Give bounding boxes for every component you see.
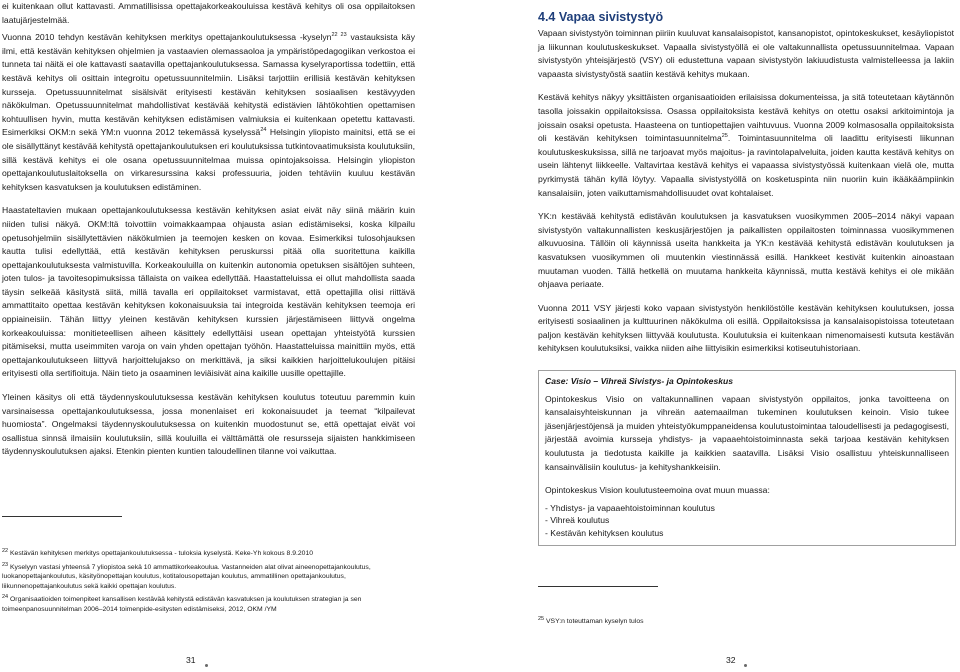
left-p1-part-a: Vuonna 2010 tehdyn kestävän kehityksen merkitys opettajankoulutuksessa -kyselyn (2, 32, 332, 43)
right-paragraph-1: Vapaan sivistystyön toiminnan piiriin kuuluvat kansalaisopistot, kansanopistot, opintokeskukset, kesäyliopistot ja liikunnan koulutuskeskukset. Vapaalla sivistystyöllä ei ole valtakunnallista opetussuunnitelmaa. Vapaan sivistystyön yhteisjärjestö (VSY) oli edustettuna vapaan sivistystyön lakiuudistusta valmistelleessa ja lakiin vapaasta sivistystyöstä saatiin kestävä kehitys mukaan. (538, 28, 954, 79)
section-heading: 4.4 Vapaa sivistystyö (538, 10, 664, 24)
left-p1-part-c: Helsingin yliopisto mainitsi, että se ei ole sisällyttänyt kestävää kehitystä opettajankoulutuksen eri koulutuksissa tutkintovaatimuksista koulutuksiin, sillä kestävä kehitys ei ole osana opetussuunnitelmaa muissa opintojaksoissa. Helsingin yliopiston opettajankoulutuslaitoksella on virkaresurssina kaksi professuuria, joiden tehtäviin kuuluu kestävän kehityksen kasvatuksen ja koulutuksen edistäminen. (2, 127, 416, 192)
footnote-25: $^{25}$ VSY:n toteuttaman kyselyn tulos (538, 616, 644, 625)
footnote-ref-22-23[interactable]: 22 23 (331, 32, 347, 39)
footnote-ref-24[interactable]: 24 (260, 127, 267, 134)
case-paragraph-1: Opintokeskus Visio on valtakunnallinen vapaan sivistystyön oppilaitos, jonka tavoitteena on kansalaisyhteiskunnan ja vihreän aatemaailman tukeminen koulutuksen keinoin. Visio tukee jäsenjärjestöjensä ja muiden yhteistyökumppaneidensa koulutustoimintaa taloudellisesti ja pedagogisesti, järjestää avoimia kursseja yhdistys- ja vapaaehtoistoiminnasta sekä tarjoaa kestävän kehityksen koulutusta ja tiedotusta kaikille ja kaikkien saatavilla. Lisäksi Visio osallistuu yhteiskunnalliseen kansainvälisiin koulutus- ja kehityshankkeisiin. (545, 393, 949, 472)
case-theme-list (545, 502, 949, 539)
page-number-right: 32 (726, 655, 736, 665)
page-dot-left (205, 664, 208, 667)
right-column (538, 10, 954, 546)
footnote-23: $^{23}$ Kyselyyn vastasi yhteensä 7 yliopistoa sekä 10 ammattikorkeakoulua. Vastanneiden alat olivat aineenopettajankoulutus, luokanopettajankoulutus, käsityönopettajan koulutus, kotitalousopettajan koulutus, ammatillinen opettajankoulutus, liikunnenopettajankoulutus sekä kaikki opettajan koulutus. (2, 561, 371, 590)
page-dot-right (744, 664, 747, 667)
left-top-fragment: ei kuitenkaan ollut kattavasti. Ammatillisissa opettajakorkeakouluissa kestävä kehitys oli osa oppilaitoksen laatujärjestelmää. (2, 1, 415, 25)
right-paragraph-3: YK:n kestävää kehitystä edistävän koulutuksen ja kasvatuksen vuosikymmen 2005–2014 näkyi vapaan sivistystyön valtakunnallisten keskusjärjestöjen ja paikallisten oppilaitosten toiminnassa vuosikymmenen alkuvuosina. Tällöin oli käynnissä useita hankkeita ja YK:n kestävää kehitystä edistävän koulutuksen ja kasvatuksen vuosikymmen oli muutenkin viestinnässä esillä. Hankkeet kestivät kuitenkin ainoastaan muutaman vuoden. Tällä hetkellä on muutama hankkeita käynnissä, mutta kestävä kehitys ei ole mikään ohjaava periaate. (538, 211, 954, 290)
left-paragraph-3: Yleinen käsitys oli että täydennyskoulutuksessa kestävän kehityksen koulutus toteutuu paremmin kuin varsinaisessa opettajankoulutuksessa, jossa monenlaiset eri kokonaisuudet ja teemat “kilpailevat huomiosta”. Ongelmaksi täydennyskoulutuksessa on kuitenkin muodostunut se, että opettajat eivät voi osallistua sinnsä ilmaisiin koulutuksiin, sillä kouluilla ei välttämättä ole resursseja sijaisten hankkimiseen täydennyskoulutuksen ajaksi. Etenkin pienten kuntien taloudellinen tilanne voi vaikuttaa. (2, 392, 415, 457)
left-paragraph-2: Haastateltavien mukaan opettajankoulutuksessa kestävän kehityksen asiat eivät näy siinä määrin kuin niiden tulisi näkyä. OKM:ltä toivottiin voimakkaampaa ohjausta asian edistämiseksi, koska kilpailu opetusohjelmiin sisällytettävien näkökulmien ja teemojen kesken on kovaa. Esimerkiksi tulosohjauksen kautta tulisi edellyttää, että kestävän kehityksen peruskurssi pitää olla suoritettuna kaikilla opettajankoulutuksesta valmistuvilla. Korkeakouluilla on kuitenkin autonomia opetuksen sisältöjen suhteen, joten tulos- ja tavoitesopimuksissa tällaista on vaikea edellyttää. Haastatteluissa ei ollut mahdollista saada täysin selkeää käsitystä siitä, millä tavalla eri oppilaitokset varmistavat, että opettajilla olisi riittävä ammattitaito opettaa kestävän kehityksen kokonaisuuksia tai integroida kestävän kehityksen teemoja eri oppiaineisiin. Tähän liittyy yleinen kestävän kehityksen kurssien järjestämiseen liittyvä ongelma korkeakouluissa: monitieteellisen aiheen käsittely edellyttäisi usean opettajan yhteistyötä kurssien pitämiseksi, mutta useimmiten varoja on vain yhden opettajan työhön. Haastatteluissa mainittiin myös, että opettajankoulutukseen liittyvä harjoittelujakso on merkittävä, ja siksi kaikkien harjoittelukoulujen pitäisi erityisesti olla sertifioituja. Näin tieto ja osaaminen leviäisivät aina kaikille uusille opettajille. (2, 205, 415, 379)
right-footnotes (538, 586, 954, 627)
left-page (0, 0, 468, 672)
left-column (2, 0, 415, 459)
right-page (492, 0, 960, 672)
case-paragraph-2: Opintokeskus Vision koulutusteemoina ovat muun muassa: (545, 485, 770, 496)
case-box (538, 370, 956, 546)
case-title: Case: Visio – Vihreä Sivistys- ja Opintokeskus (545, 376, 734, 387)
right-paragraph-4: Vuonna 2011 VSY järjesti koko vapaan sivistystyön henkilöstölle kestävän kehityksen koulutuksen, jossa erityisesti sosiaalinen ja kulttuurinen näkökulma oli esillä. Oppilaitoksissa ja kansalaisopistoissa toteutetaan paljon kestävän kehityksen liittyvää koulutusta. Koulutuksia ei kuitenkaan nimenomaisesti kutsuta kestävän kehityksen koulutuksiksi, vaikka niiden aihe liittyisikin esimerkiksi kotiseutuhistoriaan. (538, 302, 954, 354)
footnote-22: $^{22}$ Kestävän kehityksen merkitys opettajankoulutuksessa - tuloksia kyselystä. Keke-Yh kokous 8.9.2010 (2, 548, 314, 557)
footnote-24: $^{24}$ Organisaatioiden toimenpiteet kansallisen kestävää kehitystä edistävän kasvatuksen ja koulutuksen strategian ja sen toimeenpanosuunnitelman 2006–2014 toimenpide-esitysten edistämiseksi, 2012, OKM /YM (2, 594, 362, 613)
footnote-ref-25[interactable]: 25 (721, 133, 728, 140)
list-item: - Yhdistys- ja vapaaehtoistoiminnan koulutus (545, 502, 715, 513)
left-paragraph-1 (2, 31, 415, 194)
right-paragraph-2: Kestävä kehitys näkyy yksittäisten organisaatioiden erilaisissa dokumenteissa, ja sitä toteutetaan käytännön tasolla joissakin oppilaitoksissa. Osassa oppilaitoksista kestävä kehitys on otettu osaksi arkitoimintoja ja joissain osaksi opetusta. Haasteena on tuntiopettajien vaihtuvuus. Vuonna 2009 kolmasosalla oppilaitoksista oli kestävän kehityksen toimintasuunnitelma$^{25}$. Toimintasuunnitelma oli laadittu erityisesti liikunnan koulutuskeskuksissa, sillä ne tarjoavat myös majoitus- ja ravintolapalveluita, joiden kautta kestävä kehitys on usein lähtenyt liikkeelle. Valtavirtaa kestävä kehitys ei vapaassa sivistystyössä kuitenkaan vielä ole, mutta pyrkimystä tähän kyllä löytyy. Vapaalla sivistystyöllä on kosketuspinta niin nuoriin kuin ikääkäämpiinkin kansalaisiin, joten vaikuttamismahdollisuudet ovat kohtalaiset. (538, 92, 954, 198)
page-number-left: 31 (186, 655, 196, 665)
list-item: - Kestävän kehityksen koulutus (545, 527, 664, 538)
left-p1-part-b: vastauksista käy ilmi, että kestävän kehityksen ohjelmien ja vastaavien olemassaoloa ja ympäristöpedagogiikan verkostoa ei tunneta tai näitä ei ole kattavasti saatavilla opettajankoulutuksessa. Samassa kyselyraportissa todettiin, että kestävä kehitys oli osittain integroitu opetussuunnitelmiin. Lisäksi tarjottiin erillisiä kestävän kehityksen kursseja. Opetussuunnitelmat sisälsivät erityisesti kestävän kehityksen sosiaalisen kestävyyden näkökulman. Opetussuunnitelmat mahdollistivat kestävää kehitystä edistävien lähtökohtien opettamisen kohtuullisen hyvin, mutta kestävän kehityksen edistämisen valmiuksia ei kuitenkaan opetettu kattavasti. Esimerkiksi OKM:n sekä YM:n vuonna 2012 tekemässä kyselyssä (2, 32, 415, 138)
list-item: - Vihreä koulutus (545, 515, 610, 526)
left-footnotes (2, 516, 415, 614)
